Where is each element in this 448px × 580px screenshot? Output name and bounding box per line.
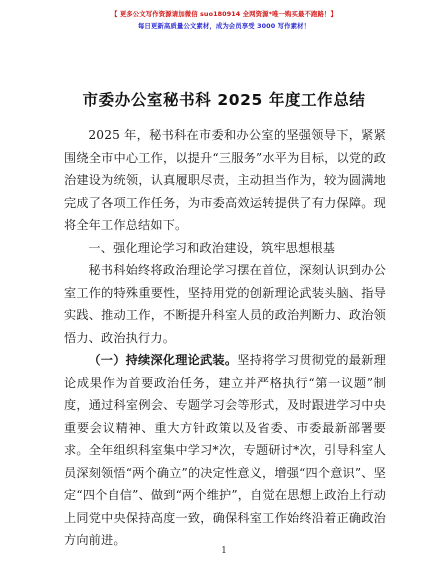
section-1-paragraph: 秘书科始终将政治理论学习摆在首位，深刻认识到办公室工作的特殊重要性，坚持用党的创新理论武装头脑、指导实践、推动工作，不断提升科室人员的政治判断力、政治领悟力、政治执行力。: [64, 263, 386, 345]
subsection-1-heading: （一）持续深化理论武装。: [88, 353, 238, 367]
promo-banner-line-2: 每日更新高质量公文素材，成为会员享受 3000 写作素材！: [137, 22, 311, 30]
intro-paragraph: 2025 年，秘书科在市委和办公室的坚强领导下，紧紧围绕全市中心工作，以提升“三服务”水平为目标，以党的政治建设为统领，认真履职尽责，主动担当作为，较为圆满地完成了各项工作任务，为市委高效运转提供了有力保障。现将全年工作总结如下。: [64, 128, 386, 232]
subsection-1-paragraph: [64, 349, 386, 552]
document-title: 市委办公室秘书科 2025 年度工作总结: [82, 91, 366, 109]
promo-banner-line-1: 【 更多公文写作资源请加微信 suo180914 全网资源*唯一购买最不跑路！】: [111, 10, 337, 18]
document-body: [64, 124, 386, 552]
section-1-heading: 一、强化理论学习和政治建设，筑牢思想根基: [88, 240, 336, 255]
page-number: 1: [221, 546, 227, 556]
subsection-1-text: 坚持将学习贯彻党的最新理论成果作为首要政治任务，建立并严格执行“第一议题”制度，通过科室例会、专题学习会等形式，及时跟进学习中央重要会议精神、重大方针政策以及省委、市委最新部署要求。全年组织科室集中学习*次，专题研讨*次，引导科室人员深刻领悟“两个确立”的决定性意义，增强“四个意识”、坚定“四个自信”、做到“两个维护”，自觉在思想上政治上行动上同党中央保持高度一致，确保科室工作始终沿着正确政治方向前进。: [64, 353, 386, 547]
